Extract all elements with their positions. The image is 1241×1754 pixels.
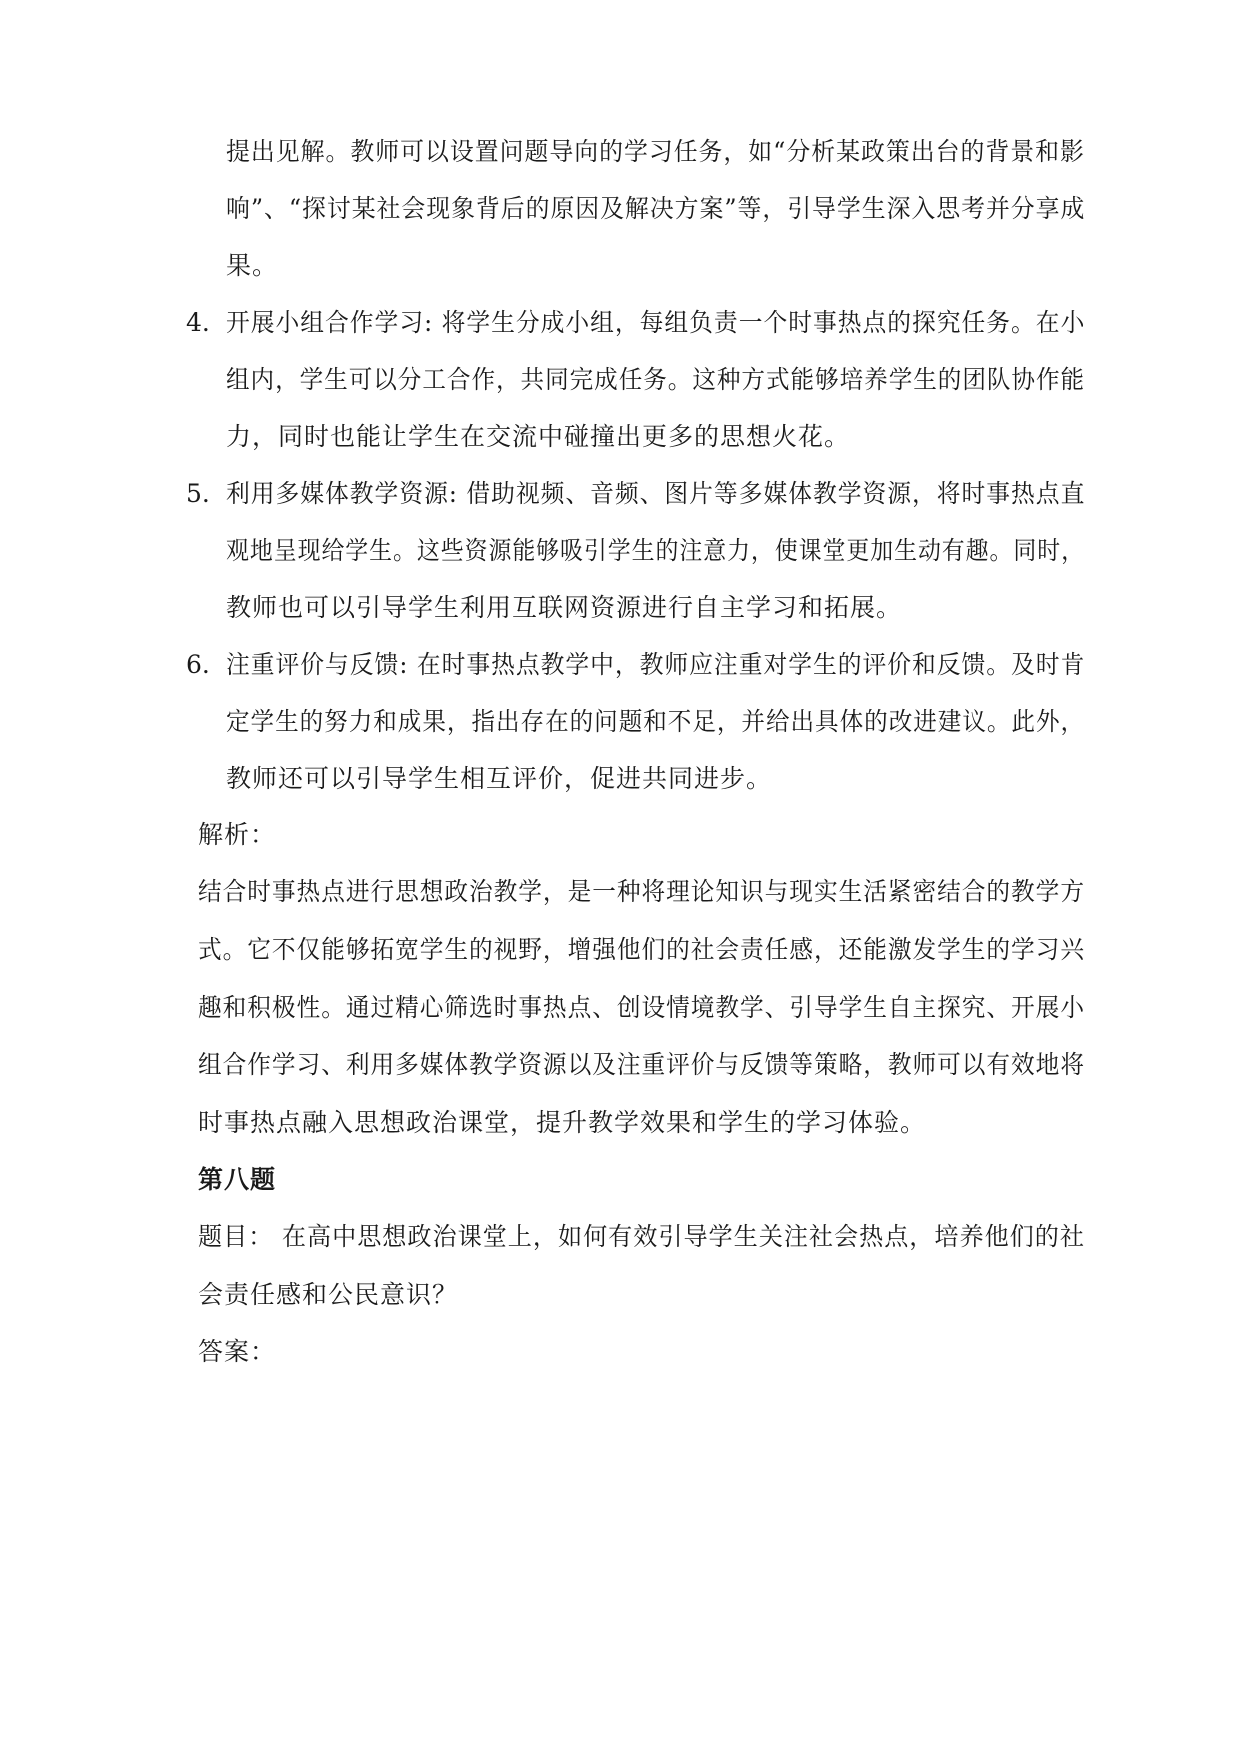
list-item-line: 教师还可以引导学生相互评价，促进共同进步。 — [226, 764, 773, 793]
analysis-line: 结合时事热点进行思想政治教学，是一种将理论知识与现实生活紧密结合的教学方 — [198, 877, 1085, 906]
analysis-line: 趣和积极性。通过精心筛选时事热点、创设情境教学、引导学生自主探究、开展小 — [198, 993, 1085, 1022]
list-item-line: 力，同时也能让学生在交流中碰撞出更多的思想火花。 — [226, 422, 851, 451]
list-item-number: 4. — [186, 308, 210, 337]
continuation-line: 响”、“探讨某社会现象背后的原因及解决方案”等，引导学生深入思考并分享成 — [226, 194, 1086, 223]
analysis-line: 时事热点融入思想政治课堂，提升教学效果和学生的学习体验。 — [198, 1108, 927, 1137]
continuation-line: 提出见解。教师可以设置问题导向的学习任务，如“分析某政策出台的背景和影 — [226, 137, 1085, 166]
list-item-line: 开展小组合作学习: 将学生分成小组，每组负责一个时事热点的探究任务。在小 — [226, 308, 1086, 337]
analysis-label: 解析： — [198, 820, 277, 849]
list-item-line: 教师也可以引导学生利用互联网资源进行自主学习和拓展。 — [226, 593, 903, 622]
list-item-line: 组内，学生可以分工合作，共同完成任务。这种方式能够培养学生的团队协作能 — [226, 365, 1086, 394]
question-line: 题目： 在高中思想政治课堂上，如何有效引导学生关注社会热点，培养他们的社 — [198, 1222, 1085, 1251]
list-item-line: 利用多媒体教学资源: 借助视频、音频、图片等多媒体教学资源，将时事热点直 — [226, 479, 1086, 508]
analysis-line: 组合作学习、利用多媒体教学资源以及注重评价与反馈等策略，教师可以有效地将 — [198, 1050, 1085, 1079]
list-item-number: 5. — [186, 479, 210, 508]
list-item-line: 观地呈现给学生。这些资源能够吸引学生的注意力，使课堂更加生动有趣。同时， — [226, 536, 1085, 565]
list-item-number: 6. — [186, 650, 210, 679]
analysis-line: 式。它不仅能够拓宽学生的视野，增强他们的社会责任感，还能激发学生的学习兴 — [198, 935, 1085, 964]
answer-label: 答案： — [198, 1337, 277, 1366]
continuation-line: 果。 — [226, 251, 279, 280]
section-title: 第八题 — [198, 1165, 277, 1194]
question-line: 会责任感和公民意识？ — [198, 1280, 459, 1309]
list-item-line: 注重评价与反馈: 在时事热点教学中，教师应注重对学生的评价和反馈。及时肯 — [226, 650, 1086, 679]
list-item-line: 定学生的努力和成果，指出存在的问题和不足，并给出具体的改进建议。此外， — [226, 707, 1086, 736]
